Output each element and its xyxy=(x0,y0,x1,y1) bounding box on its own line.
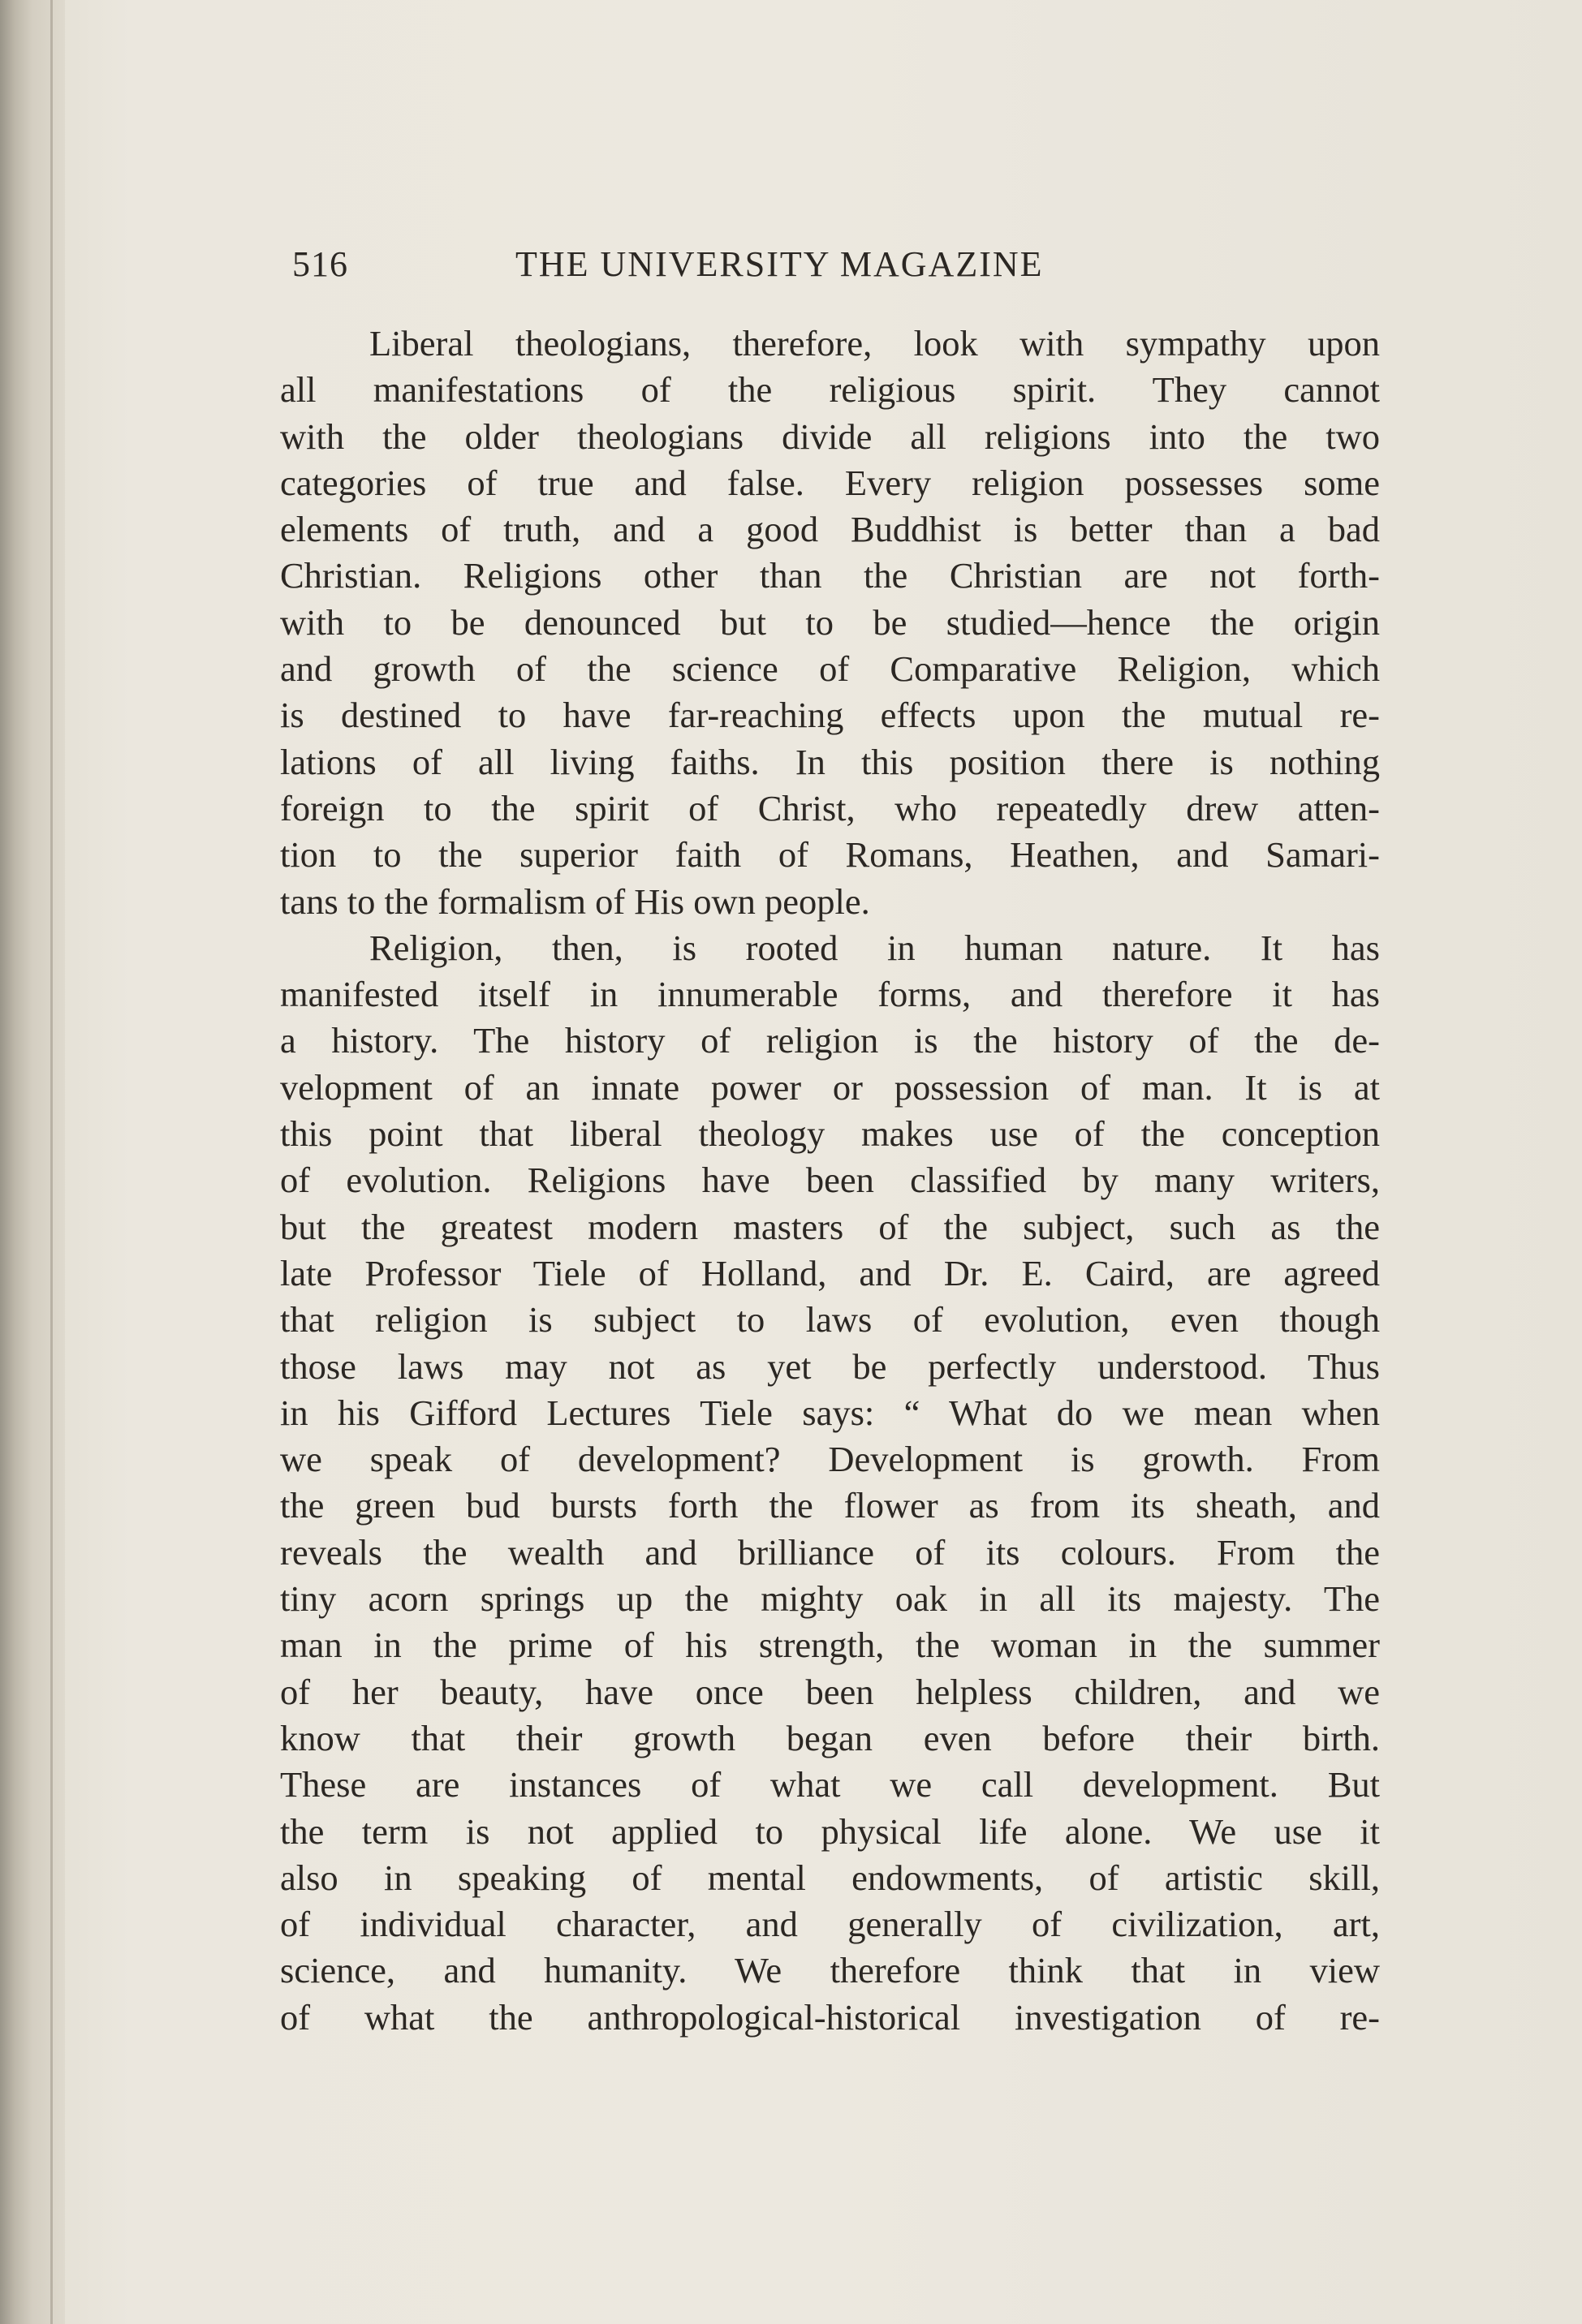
text-line: in his Gifford Lectures Tiele says: “ What do we mean when xyxy=(280,1392,1380,1433)
text-line: Christian. Religions other than the Christian are not forth- xyxy=(280,555,1380,596)
text-line: man in the prime of his strength, the woman in the summer xyxy=(280,1625,1380,1666)
body-text xyxy=(280,321,1380,2041)
text-line: of evolution. Religions have been classified by many writers, xyxy=(280,1160,1380,1201)
text-line: that religion is subject to laws of evolution, even though xyxy=(280,1299,1380,1341)
text-line: but the greatest modern masters of the subject, such as the xyxy=(280,1206,1380,1247)
text-line: lations of all living faiths. In this position there is nothing xyxy=(280,741,1380,782)
paragraph-2 xyxy=(280,925,1380,2041)
text-line: velopment of an innate power or possession of man. It is at xyxy=(280,1066,1380,1108)
text-line: a history. The history of religion is the history of the de- xyxy=(280,1020,1380,1061)
journal-title: THE UNIVERSITY MAGAZINE xyxy=(515,244,1044,284)
text-line: manifested itself in innumerable forms, and therefore it has xyxy=(280,974,1380,1015)
text-line: and growth of the science of Comparative Religion, which xyxy=(280,648,1380,690)
text-line: Religion, then, is rooted in human nature. It has xyxy=(369,927,1380,968)
text-line: of her beauty, have once been helpless children, and we xyxy=(280,1671,1380,1712)
text-line: the term is not applied to physical life alone. We use it xyxy=(280,1810,1380,1852)
text-line: tiny acorn springs up the mighty oak in all its majesty. The xyxy=(280,1578,1380,1620)
text-line: know that their growth began even before their birth. xyxy=(280,1717,1380,1758)
text-line: These are instances of what we call development. But xyxy=(280,1764,1380,1805)
text-line: of individual character, and generally of civilization, art, xyxy=(280,1904,1380,1945)
text-line: is destined to have far-reaching effects upon the mutual re- xyxy=(280,695,1380,736)
text-line: we speak of development? Development is growth. From xyxy=(280,1439,1380,1480)
page-edge xyxy=(50,0,53,2324)
text-line: tans to the formalism of His own people. xyxy=(280,880,870,922)
text-line: tion to the superior faith of Romans, Heathen, and Samari- xyxy=(280,834,1380,876)
text-line: reveals the wealth and brilliance of its colours. From the xyxy=(280,1531,1380,1573)
text-line: late Professor Tiele of Holland, and Dr. E. Caird, are agreed xyxy=(280,1252,1380,1293)
paragraph-1 xyxy=(280,321,1380,925)
text-line: this point that liberal theology makes use of the conception xyxy=(280,1113,1380,1155)
page-number: 516 xyxy=(292,244,348,284)
text-line: the green bud bursts forth the flower as from its sheath, and xyxy=(280,1485,1380,1526)
text-line: with the older theologians divide all religions into the two xyxy=(280,415,1380,457)
text-line: with to be denounced but to be studied—hence the origin xyxy=(280,601,1380,643)
text-line: of what the anthropological-historical investigation of re- xyxy=(280,1996,1380,2038)
text-line: science, and humanity. We therefore think that in view xyxy=(280,1950,1380,1991)
text-line: Liberal theologians, therefore, look with sympathy upon xyxy=(369,323,1380,364)
text-line: all manifestations of the religious spirit. They cannot xyxy=(280,369,1380,411)
book-binding-shadow xyxy=(0,0,65,2324)
text-line: elements of truth, and a good Buddhist is better than a bad xyxy=(280,509,1380,550)
text-line: those laws may not as yet be perfectly understood. Thus xyxy=(280,1345,1380,1387)
text-line: foreign to the spirit of Christ, who repeatedly drew atten- xyxy=(280,787,1380,828)
text-line: categories of true and false. Every religion possesses some xyxy=(280,462,1380,503)
text-line: also in speaking of mental endowments, of artistic skill, xyxy=(280,1857,1380,1898)
running-header xyxy=(292,243,1153,292)
